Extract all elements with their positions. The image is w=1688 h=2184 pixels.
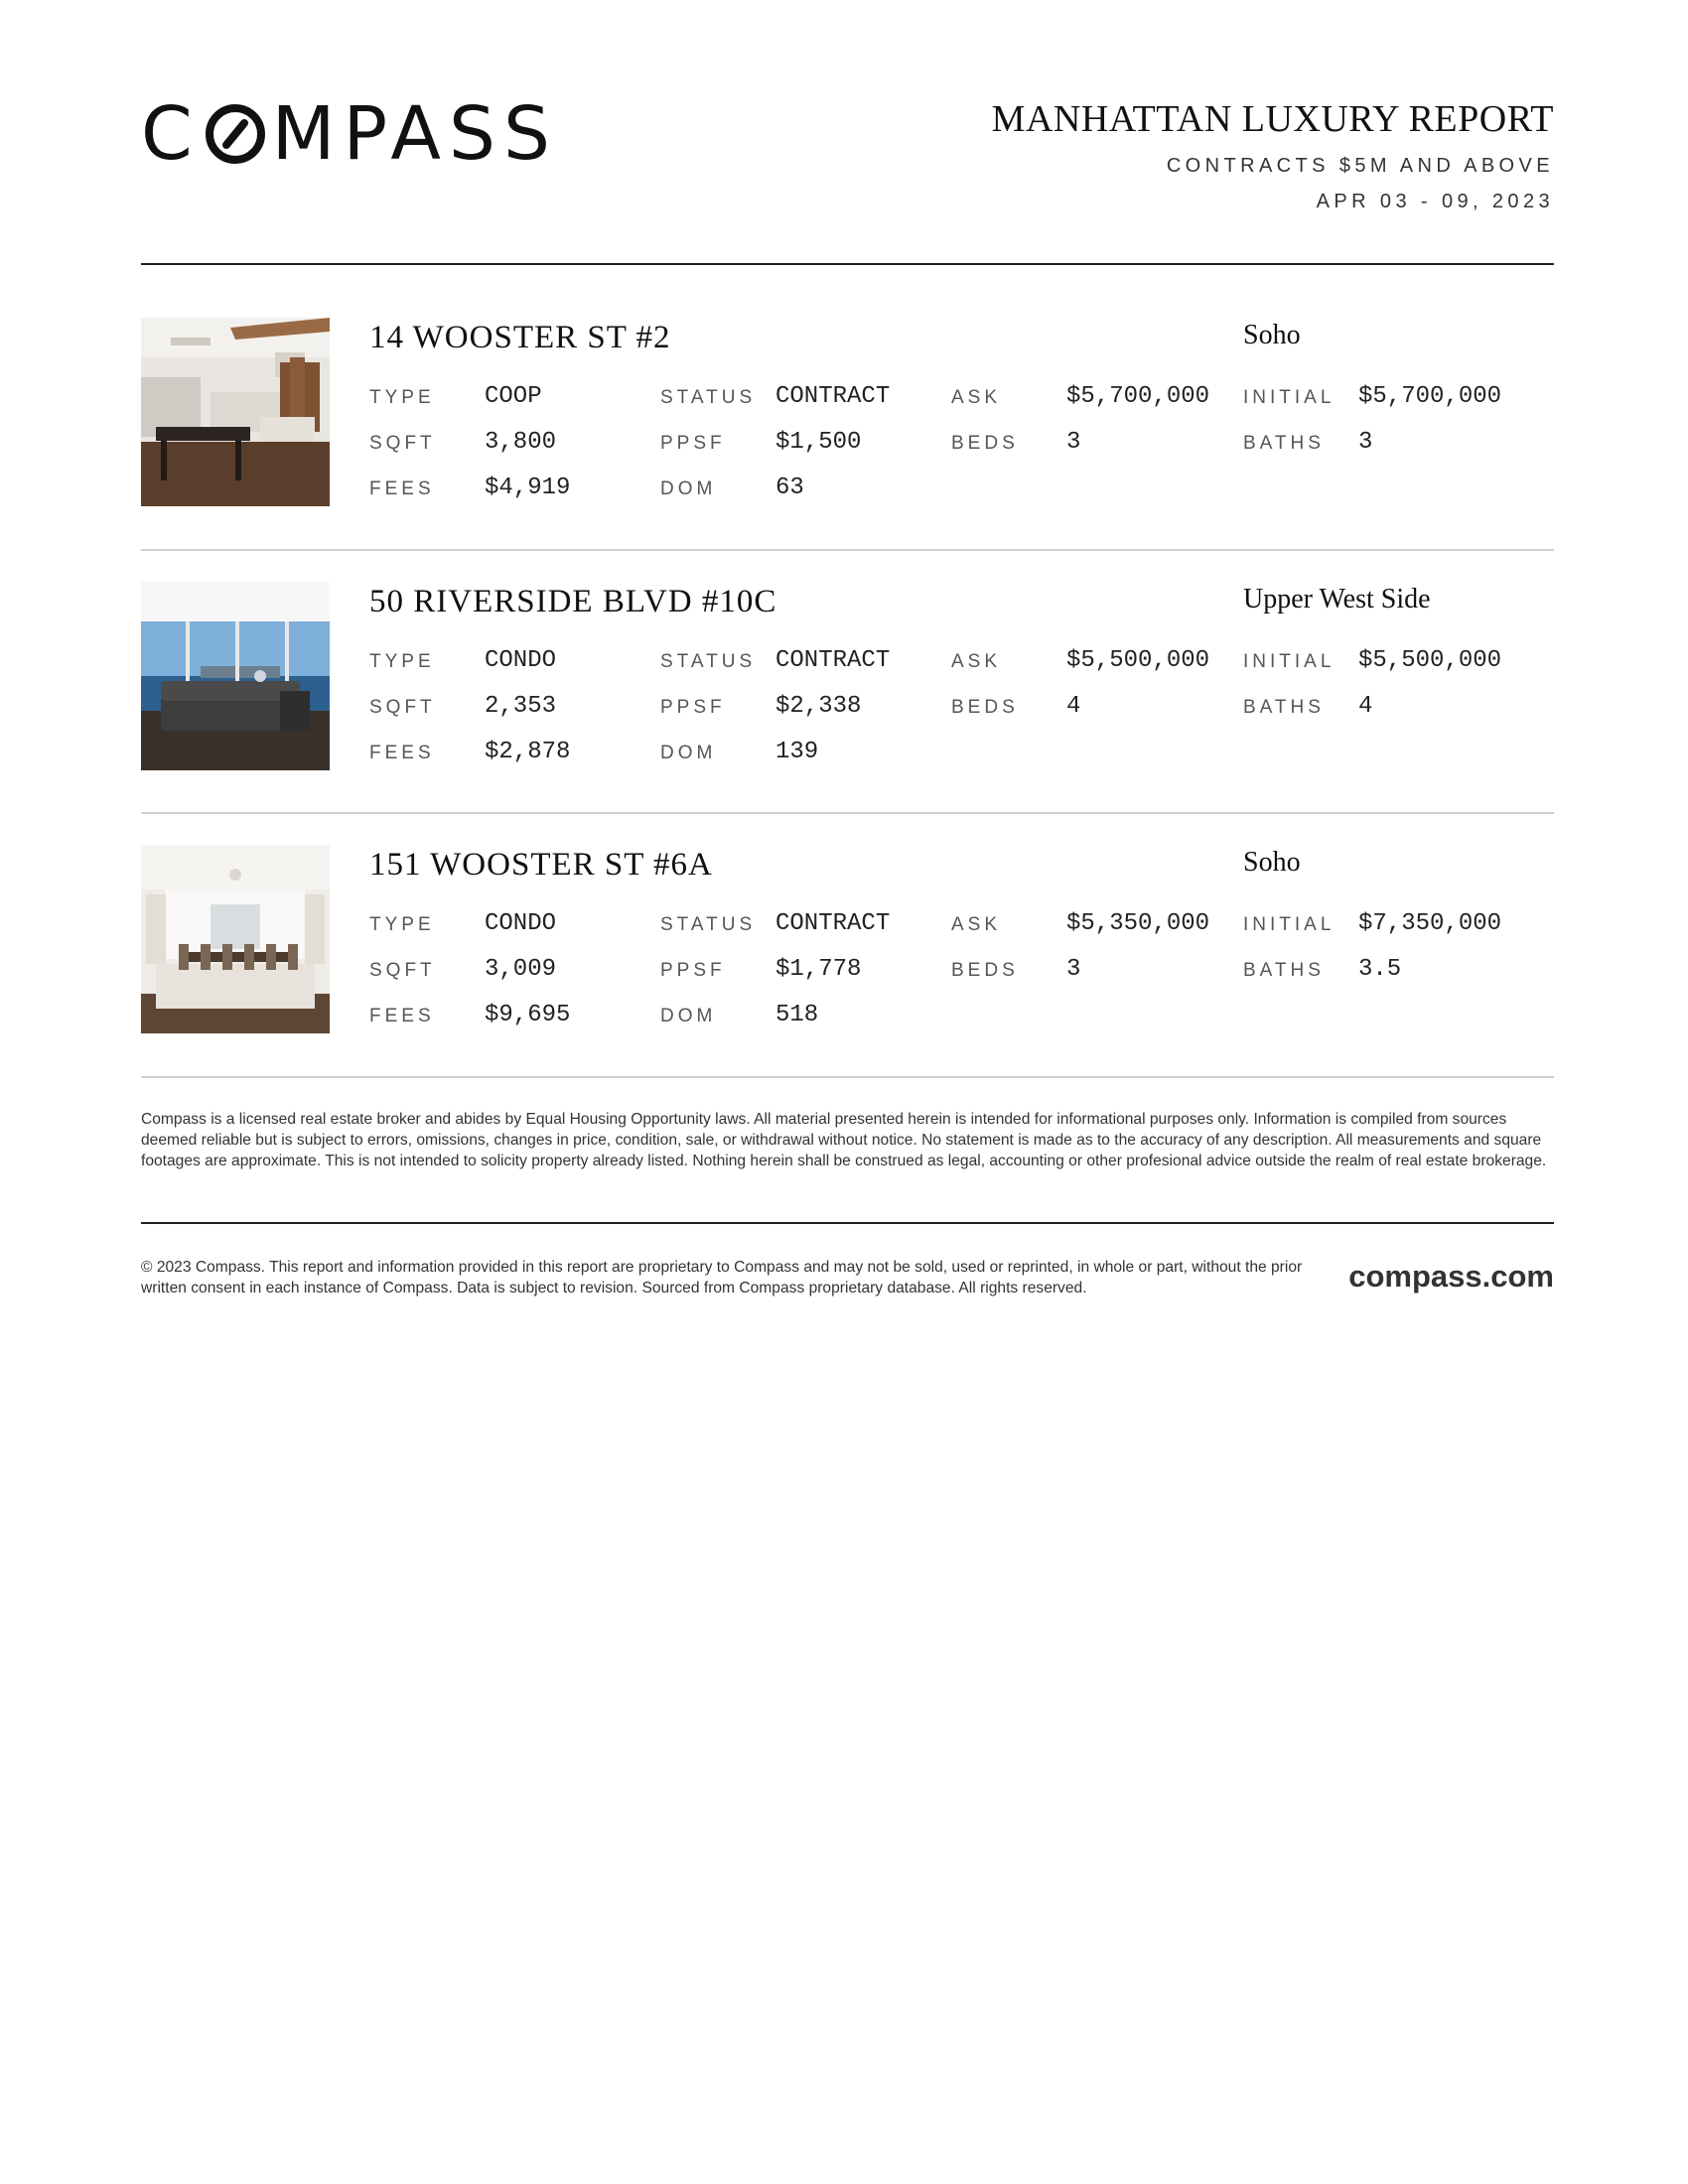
ask-label: ASK xyxy=(951,914,1002,935)
copyright-notice: © 2023 Compass. This report and information provided in this report are proprietary to Compass and may not be sold, used or reprinted, in whole or part, without the prior written consent in each instance of Compass. Data is subject to revision. Sourced from Compass proprietary database. All rights reserved. xyxy=(141,1259,1303,1297)
dom-label: DOM xyxy=(660,1006,717,1026)
listing-card[interactable] xyxy=(141,318,1554,582)
status-label: STATUS xyxy=(660,651,757,672)
status-label: STATUS xyxy=(660,387,757,408)
fees-label: FEES xyxy=(369,743,435,763)
type-value: COOP xyxy=(485,383,542,410)
type-label: TYPE xyxy=(369,651,435,672)
beds-value: 3 xyxy=(1066,956,1081,983)
legal-disclaimer: Compass is a licensed real estate broker and abides by Equal Housing Opportunity laws. All material presented herein is intended for informational purposes only. Information is compiled from sources deemed reliable but is subject to errors, omissions, changes in price, condition, sale, or withdrawal without notice. No statement is made as to the accuracy of any description. All measurements and square footages are approximate. This is not intended to solicity property already listed. Nothing herein shall be construed as legal, accounting or other profesional advice outside the realm of real estate brokerage. xyxy=(141,1111,1547,1169)
status-label: STATUS xyxy=(660,914,757,935)
logo-wordmark: C MPASS xyxy=(141,90,558,177)
white-dining-room-photo-icon xyxy=(141,845,330,1033)
status-value: CONTRACT xyxy=(775,910,891,937)
sqft-label: SQFT xyxy=(369,960,436,981)
listing-photo[interactable] xyxy=(141,845,330,1033)
listing-neighborhood: Soho xyxy=(1243,847,1301,878)
sqft-value: 3,800 xyxy=(485,429,557,456)
ask-label: ASK xyxy=(951,387,1002,408)
sqft-label: SQFT xyxy=(369,433,436,454)
listing-divider xyxy=(141,549,1554,551)
loft-dining-room-photo-icon xyxy=(141,318,330,506)
river-view-living-room-photo-icon xyxy=(141,582,330,770)
report-page xyxy=(141,0,1554,1297)
initial-value: $7,350,000 xyxy=(1358,910,1502,937)
beds-label: BEDS xyxy=(951,697,1019,718)
ppsf-label: PPSF xyxy=(660,697,726,718)
baths-label: BATHS xyxy=(1243,433,1325,454)
beds-label: BEDS xyxy=(951,433,1019,454)
initial-value: $5,500,000 xyxy=(1358,647,1502,674)
ask-value: $5,700,000 xyxy=(1066,383,1210,410)
listing-photo[interactable] xyxy=(141,582,330,770)
dom-label: DOM xyxy=(660,743,717,763)
ppsf-value: $1,778 xyxy=(775,956,862,983)
baths-value: 3 xyxy=(1358,429,1373,456)
ppsf-value: $1,500 xyxy=(775,429,862,456)
listing-card[interactable] xyxy=(141,582,1554,846)
beds-value: 3 xyxy=(1066,429,1081,456)
listing-address[interactable]: 151 WOOSTER ST #6A xyxy=(369,847,713,883)
listing-neighborhood: Soho xyxy=(1243,320,1301,350)
listing-address[interactable]: 14 WOOSTER ST #2 xyxy=(369,320,671,355)
ask-label: ASK xyxy=(951,651,1002,672)
fees-value: $9,695 xyxy=(485,1002,571,1028)
ppsf-value: $2,338 xyxy=(775,693,862,720)
type-label: TYPE xyxy=(369,387,435,408)
baths-value: 3.5 xyxy=(1358,956,1402,983)
report-title: MANHATTAN LUXURY REPORT xyxy=(991,98,1554,140)
report-date-range: APR 03 - 09, 2023 xyxy=(1316,191,1554,212)
ppsf-label: PPSF xyxy=(660,960,726,981)
ppsf-label: PPSF xyxy=(660,433,726,454)
beds-value: 4 xyxy=(1066,693,1081,720)
dom-value: 139 xyxy=(775,739,819,765)
listing-address[interactable]: 50 RIVERSIDE BLVD #10C xyxy=(369,584,777,619)
status-value: CONTRACT xyxy=(775,383,891,410)
dom-value: 63 xyxy=(775,475,804,501)
dom-value: 518 xyxy=(775,1002,819,1028)
status-value: CONTRACT xyxy=(775,647,891,674)
fees-label: FEES xyxy=(369,478,435,499)
initial-label: INITIAL xyxy=(1243,651,1336,672)
beds-label: BEDS xyxy=(951,960,1019,981)
baths-label: BATHS xyxy=(1243,960,1325,981)
type-label: TYPE xyxy=(369,914,435,935)
ask-value: $5,350,000 xyxy=(1066,910,1210,937)
fees-value: $2,878 xyxy=(485,739,571,765)
listing-divider xyxy=(141,1076,1554,1078)
initial-value: $5,700,000 xyxy=(1358,383,1502,410)
compass-logo[interactable] xyxy=(141,90,558,177)
listing-card[interactable] xyxy=(141,845,1554,1109)
fees-label: FEES xyxy=(369,1006,435,1026)
dom-label: DOM xyxy=(660,478,717,499)
sqft-value: 2,353 xyxy=(485,693,557,720)
listing-neighborhood: Upper West Side xyxy=(1243,584,1431,614)
baths-label: BATHS xyxy=(1243,697,1325,718)
website-link[interactable]: compass.com xyxy=(1348,1259,1554,1294)
sqft-label: SQFT xyxy=(369,697,436,718)
footer-divider xyxy=(141,1222,1554,1224)
type-value: CONDO xyxy=(485,910,557,937)
listing-divider xyxy=(141,812,1554,814)
ask-value: $5,500,000 xyxy=(1066,647,1210,674)
baths-value: 4 xyxy=(1358,693,1373,720)
compass-needle-icon xyxy=(205,103,266,165)
initial-label: INITIAL xyxy=(1243,387,1336,408)
sqft-value: 3,009 xyxy=(485,956,557,983)
initial-label: INITIAL xyxy=(1243,914,1336,935)
report-subtitle: CONTRACTS $5M AND ABOVE xyxy=(1166,155,1554,177)
listing-photo[interactable] xyxy=(141,318,330,506)
fees-value: $4,919 xyxy=(485,475,571,501)
report-header xyxy=(141,0,1554,266)
header-divider xyxy=(141,263,1554,265)
type-value: CONDO xyxy=(485,647,557,674)
